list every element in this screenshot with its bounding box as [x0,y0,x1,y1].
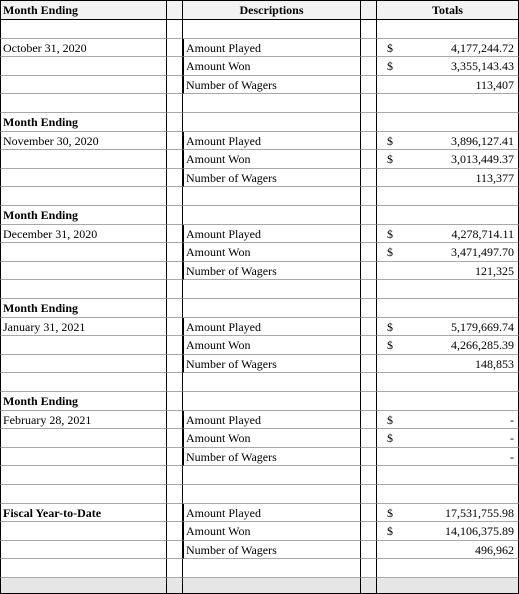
table-row [0,504,519,523]
spacer-cell [167,243,183,262]
spacer-cell [167,541,183,560]
table-row [0,39,519,58]
total-cell [377,392,519,411]
spacer-cell [167,113,183,132]
description-cell [183,466,361,485]
table-row [0,243,519,262]
spacer-cell [361,448,377,467]
currency-symbol: $ [387,338,393,353]
label-cell [0,373,167,392]
label-cell [0,76,167,95]
description-cell: Amount Played [183,132,361,151]
spacer-cell [167,373,183,392]
spacer-cell [167,57,183,76]
total-cell [377,541,519,560]
description-cell: Amount Played [183,318,361,337]
description-cell: Number of Wagers [183,169,361,188]
table-row [0,578,519,594]
spacer-cell [167,169,183,188]
total-cell [377,522,519,541]
label-cell: October 31, 2020 [0,39,167,58]
total-cell [377,448,519,467]
table-row [0,373,519,392]
label-cell: January 31, 2021 [0,318,167,337]
label-cell [0,578,167,594]
currency-symbol: $ [387,133,393,148]
label-cell [0,522,167,541]
description-cell [183,20,361,39]
table-row [0,57,519,76]
table-row [0,318,519,337]
table-row [0,113,519,132]
description-cell [183,485,361,504]
description-cell [183,299,361,318]
spacer-cell [361,132,377,151]
label-cell [0,355,167,374]
spacer-cell [167,0,183,20]
spacer-cell [167,299,183,318]
spacer-cell [361,113,377,132]
total-cell [377,39,519,58]
spacer-cell [167,94,183,113]
month-ending-header: Month Ending [0,0,167,20]
description-cell [183,373,361,392]
total-cell [377,485,519,504]
total-cell [377,280,519,299]
total-cell [377,76,519,95]
spacer-cell [361,578,377,594]
table-row [0,299,519,318]
description-cell: Number of Wagers [183,262,361,281]
total-cell [377,187,519,206]
total-cell [377,578,519,594]
total-cell [377,299,519,318]
spacer-cell [361,225,377,244]
spacer-cell [361,411,377,430]
spacer-cell [361,355,377,374]
table-row [0,336,519,355]
table-row [0,187,519,206]
total-cell [377,20,519,39]
description-cell [183,113,361,132]
spacer-cell [167,318,183,337]
description-cell: Amount Won [183,243,361,262]
description-cell: Amount Played [183,504,361,523]
label-cell: Fiscal Year-to-Date [0,504,167,523]
table-row [0,448,519,467]
table-row [0,262,519,281]
spacer-cell [167,206,183,225]
spacer-cell [361,57,377,76]
spacer-cell [167,39,183,58]
label-cell [0,243,167,262]
amount-value: 17,531,755.98 [445,505,514,520]
description-cell: Number of Wagers [183,541,361,560]
spacer-cell [361,262,377,281]
amount-value: 496,962 [475,542,514,557]
description-cell [183,578,361,594]
label-cell: December 31, 2020 [0,225,167,244]
description-cell [183,559,361,578]
spacer-cell [361,94,377,113]
description-cell: Amount Won [183,57,361,76]
spacer-cell [167,132,183,151]
currency-symbol: $ [387,431,393,446]
total-cell [377,466,519,485]
spacer-cell [361,76,377,95]
label-cell [0,559,167,578]
spacer-cell [167,262,183,281]
spacer-cell [361,39,377,58]
label-cell: November 30, 2020 [0,132,167,151]
description-cell: Amount Won [183,522,361,541]
amount-value: 121,325 [475,263,514,278]
total-cell [377,57,519,76]
label-cell [0,20,167,39]
description-cell: Amount Played [183,225,361,244]
spacer-cell [361,485,377,504]
total-cell [377,94,519,113]
spacer-cell [361,0,377,20]
spacer-cell [167,20,183,39]
total-cell [377,113,519,132]
total-cell [377,225,519,244]
amount-value: 3,471,497.70 [451,245,514,260]
description-cell: Number of Wagers [183,448,361,467]
spacer-cell [361,466,377,485]
amount-value: 3,355,143.43 [451,59,514,74]
currency-symbol: $ [387,505,393,520]
label-cell [0,466,167,485]
spacer-cell [167,392,183,411]
total-cell [377,132,519,151]
description-cell: Amount Played [183,39,361,58]
totals-header: Totals [377,0,519,20]
description-cell: Amount Won [183,336,361,355]
table-row [0,20,519,39]
spacer-cell [361,280,377,299]
label-cell [0,448,167,467]
currency-symbol: $ [387,524,393,539]
currency-symbol: $ [387,245,393,260]
label-cell [0,169,167,188]
label-cell [0,429,167,448]
amount-value: 5,179,669.74 [451,319,514,334]
label-cell [0,187,167,206]
spacer-cell [361,559,377,578]
table-row [0,169,519,188]
spacer-cell [167,411,183,430]
spacer-cell [361,373,377,392]
amount-value: 148,853 [475,356,514,371]
description-cell [183,94,361,113]
table-row [0,280,519,299]
label-cell [0,150,167,169]
description-cell: Number of Wagers [183,355,361,374]
table-row [0,429,519,448]
total-cell [377,429,519,448]
total-cell [377,206,519,225]
spacer-cell [167,150,183,169]
spacer-cell [167,429,183,448]
spacer-cell [361,169,377,188]
spacer-cell [361,541,377,560]
description-cell [183,280,361,299]
total-cell [377,373,519,392]
spacer-cell [167,466,183,485]
amount-value: - [510,449,514,464]
spacer-cell [167,504,183,523]
table-row [0,522,519,541]
total-cell [377,150,519,169]
spacer-cell [167,336,183,355]
spacer-cell [361,206,377,225]
total-cell [377,262,519,281]
header-row [0,0,519,20]
total-cell [377,336,519,355]
spacer-cell [361,187,377,206]
table-row [0,225,519,244]
currency-symbol: $ [387,412,393,427]
table-row [0,411,519,430]
currency-symbol: $ [387,319,393,334]
description-cell [183,187,361,206]
amount-value: - [510,431,514,446]
spacer-cell [361,150,377,169]
table-row [0,76,519,95]
label-cell [0,94,167,113]
table-row [0,485,519,504]
spacer-cell [361,318,377,337]
total-cell [377,243,519,262]
spacer-cell [167,187,183,206]
table-row [0,132,519,151]
label-cell: Month Ending [0,206,167,225]
description-cell [183,206,361,225]
currency-symbol: $ [387,59,393,74]
label-cell: Month Ending [0,299,167,318]
spacer-cell [167,355,183,374]
spacer-cell [167,280,183,299]
spacer-cell [167,559,183,578]
label-cell: Month Ending [0,392,167,411]
spacer-cell [167,522,183,541]
total-cell [377,504,519,523]
table-row [0,206,519,225]
currency-symbol: $ [387,40,393,55]
total-cell [377,411,519,430]
table-row [0,559,519,578]
amount-value: 3,013,449.37 [451,152,514,167]
spacer-cell [361,504,377,523]
spacer-cell [361,429,377,448]
label-cell [0,280,167,299]
label-cell: February 28, 2021 [0,411,167,430]
table-row [0,94,519,113]
label-cell [0,57,167,76]
amount-value: 4,266,285.39 [451,338,514,353]
amount-value: - [510,412,514,427]
spacer-cell [361,522,377,541]
spacer-cell [167,448,183,467]
description-cell: Amount Won [183,150,361,169]
spacer-cell [167,76,183,95]
spacer-cell [361,243,377,262]
descriptions-header: Descriptions [183,0,361,20]
currency-symbol: $ [387,226,393,241]
label-cell [0,541,167,560]
total-cell [377,318,519,337]
label-cell [0,336,167,355]
spacer-cell [361,299,377,318]
table-row [0,355,519,374]
amount-value: 113,377 [475,170,514,185]
spacer-cell [167,485,183,504]
amount-value: 113,407 [475,77,514,92]
table-row [0,541,519,560]
spacer-cell [361,392,377,411]
label-cell [0,262,167,281]
label-cell: Month Ending [0,113,167,132]
spacer-cell [167,578,183,594]
total-cell [377,355,519,374]
description-cell [183,392,361,411]
amount-value: 14,106,375.89 [445,524,514,539]
table-row [0,150,519,169]
amount-value: 4,177,244.72 [451,40,514,55]
table-row [0,466,519,485]
total-cell [377,169,519,188]
description-cell: Amount Played [183,411,361,430]
spacer-cell [361,336,377,355]
amount-value: 4,278,714.11 [451,226,514,241]
description-cell: Amount Won [183,429,361,448]
spacer-cell [361,20,377,39]
spacer-cell [167,225,183,244]
table-row [0,392,519,411]
amount-value: 3,896,127.41 [451,133,514,148]
currency-symbol: $ [387,152,393,167]
description-cell: Number of Wagers [183,76,361,95]
total-cell [377,559,519,578]
label-cell [0,485,167,504]
